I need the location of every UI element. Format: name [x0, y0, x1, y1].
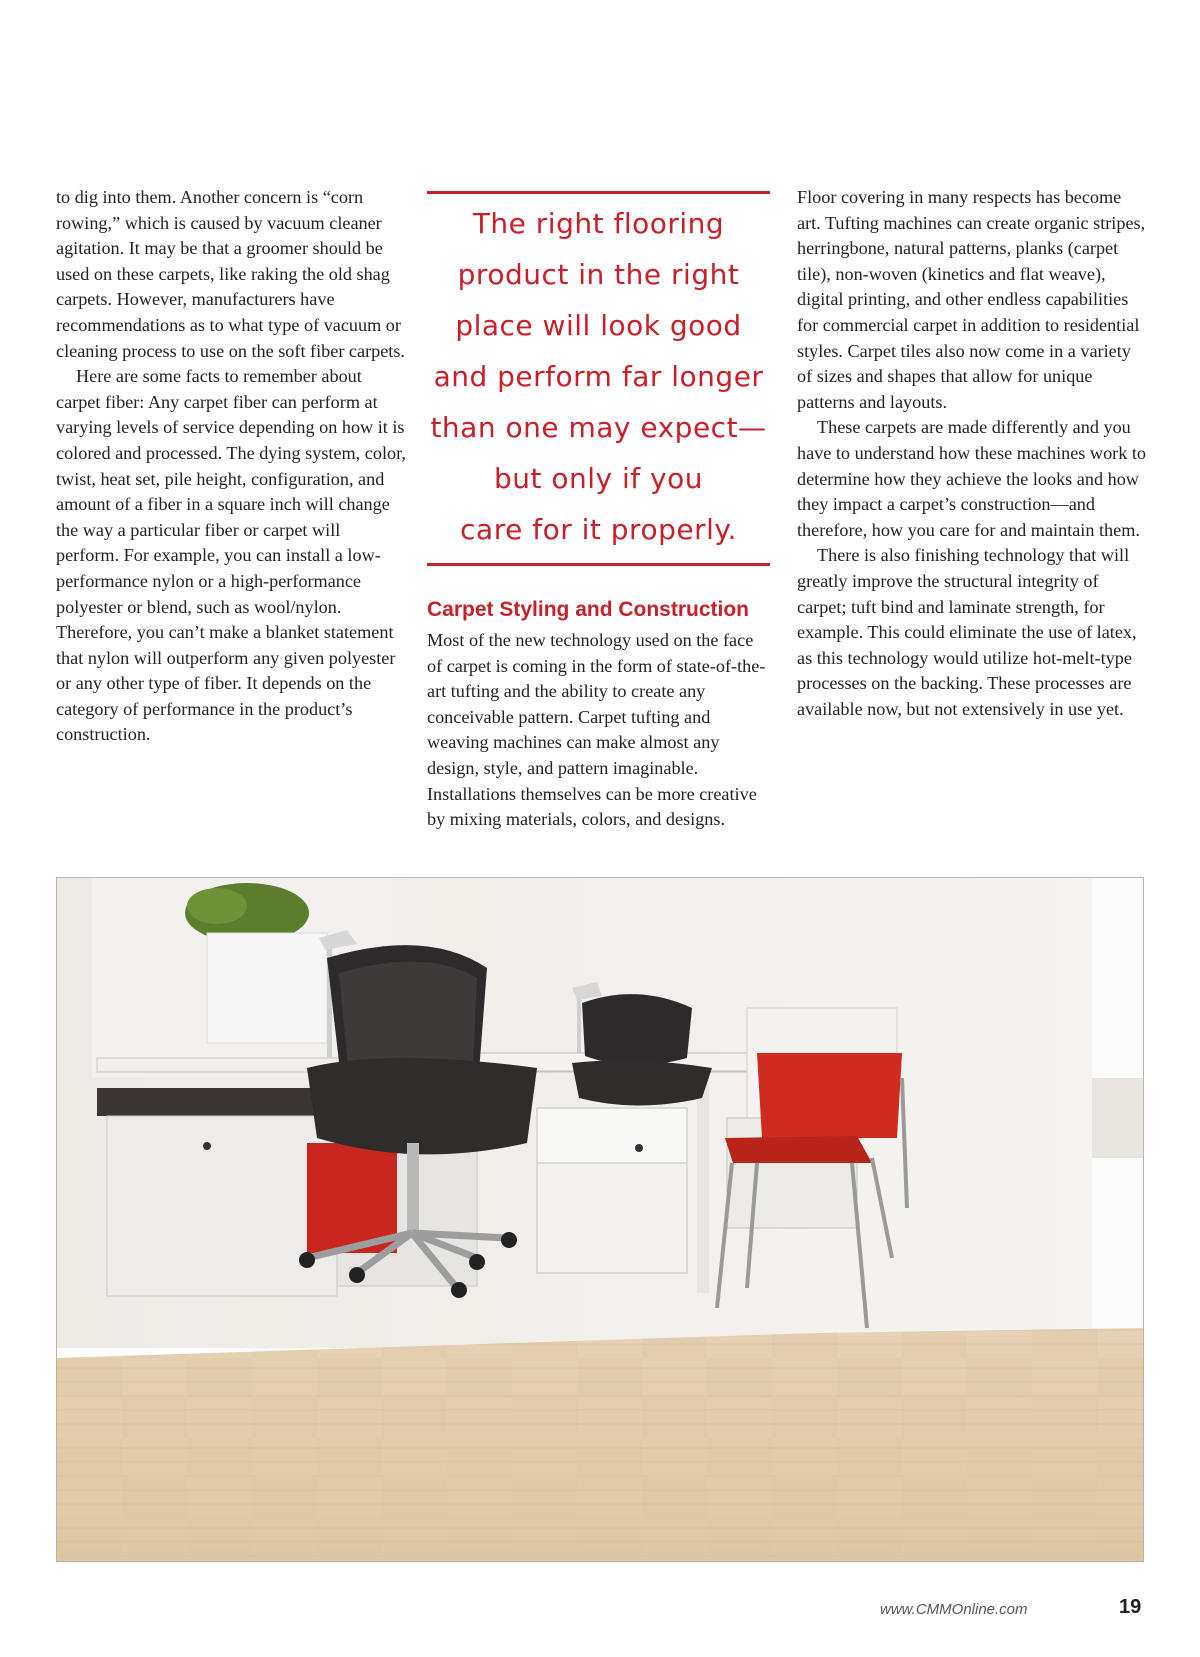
footer-website-url: www.CMMOnline.com	[880, 1601, 1028, 1618]
body-paragraph: Floor covering in many respects has become art. Tufting machines can create organic stripes, herringbone, natural patterns, planks (carpet tile), non-woven (kinetics and flat weave), digital printing, and other endless capabilities for commercial carpet in addition to residential styles. Carpet tiles also now come in a variety of sizes and shapes that allow for unique patterns and layouts.	[797, 187, 1146, 412]
body-paragraph: These carpets are made differently and you have to understand how these machines work to determine how they achieve the looks and how they impact a carpet’s construction—and therefore, how you care for and maintain them.	[797, 417, 1147, 540]
body-paragraph: Most of the new technology used on the face of carpet is coming in the form of state-of-the-art tufting and the ability to create any conceivable pattern. Carpet tufting and weaving machines can make almost any design, style, and pattern imaginable. Installations themselves can be more creative by mixing materials, colors, and designs.	[427, 630, 766, 830]
pull-quote-line: than one may expect—	[430, 411, 767, 444]
pull-quote-line: but only if you	[493, 462, 703, 495]
left-text-column	[56, 185, 406, 748]
pull-quote-line: product in the right	[457, 258, 740, 291]
right-text-column	[797, 185, 1147, 722]
section-heading: Carpet Styling and Construction	[427, 598, 750, 621]
middle-text-column	[427, 185, 770, 833]
pull-quote-line: The right flooring	[472, 207, 725, 240]
pull-quote-line: place will look good	[455, 309, 742, 342]
body-paragraph: There is also finishing technology that will greatly improve the structural integrity of carpet; tuft bind and laminate strength, for example. This could eliminate the use of latex, as this technology would utilize hot-melt-type processes on the backing. These processes are available now, but not extensively in use yet.	[797, 545, 1137, 719]
pull-quote-line: care for it properly.	[460, 513, 737, 546]
office-carpet-photo	[56, 877, 1144, 1562]
body-paragraph: to dig into them. Another concern is “corn rowing,” which is caused by vacuum cleaner agitation. It may be that a groomer should be used on these carpets, like raking the old shag carpets. However, manufacturers have recommendations as to what type of vacuum or cleaning process to use on the soft fiber carpets.	[56, 187, 405, 361]
pull-quote	[427, 191, 770, 566]
page-number: 19	[1119, 1596, 1142, 1618]
body-paragraph: Here are some facts to remember about carpet fiber: Any carpet fiber can perform at varying levels of service depending on how it is colored and processed. The dying system, color, twist, heat set, pile height, configuration, and amount of a fiber in a square inch will change the way a particular fiber or carpet will perform. For example, you can install a low-performance nylon or a high-performance polyester or blend, such as wool/nylon. Therefore, you can’t make a blanket statement that nylon will outperform any given polyester or any other type of fiber. It depends on the category of performance in the product’s construction.	[56, 366, 406, 745]
office-scene-illustration	[57, 878, 1143, 1561]
pull-quote-line: and perform far longer	[433, 360, 764, 393]
